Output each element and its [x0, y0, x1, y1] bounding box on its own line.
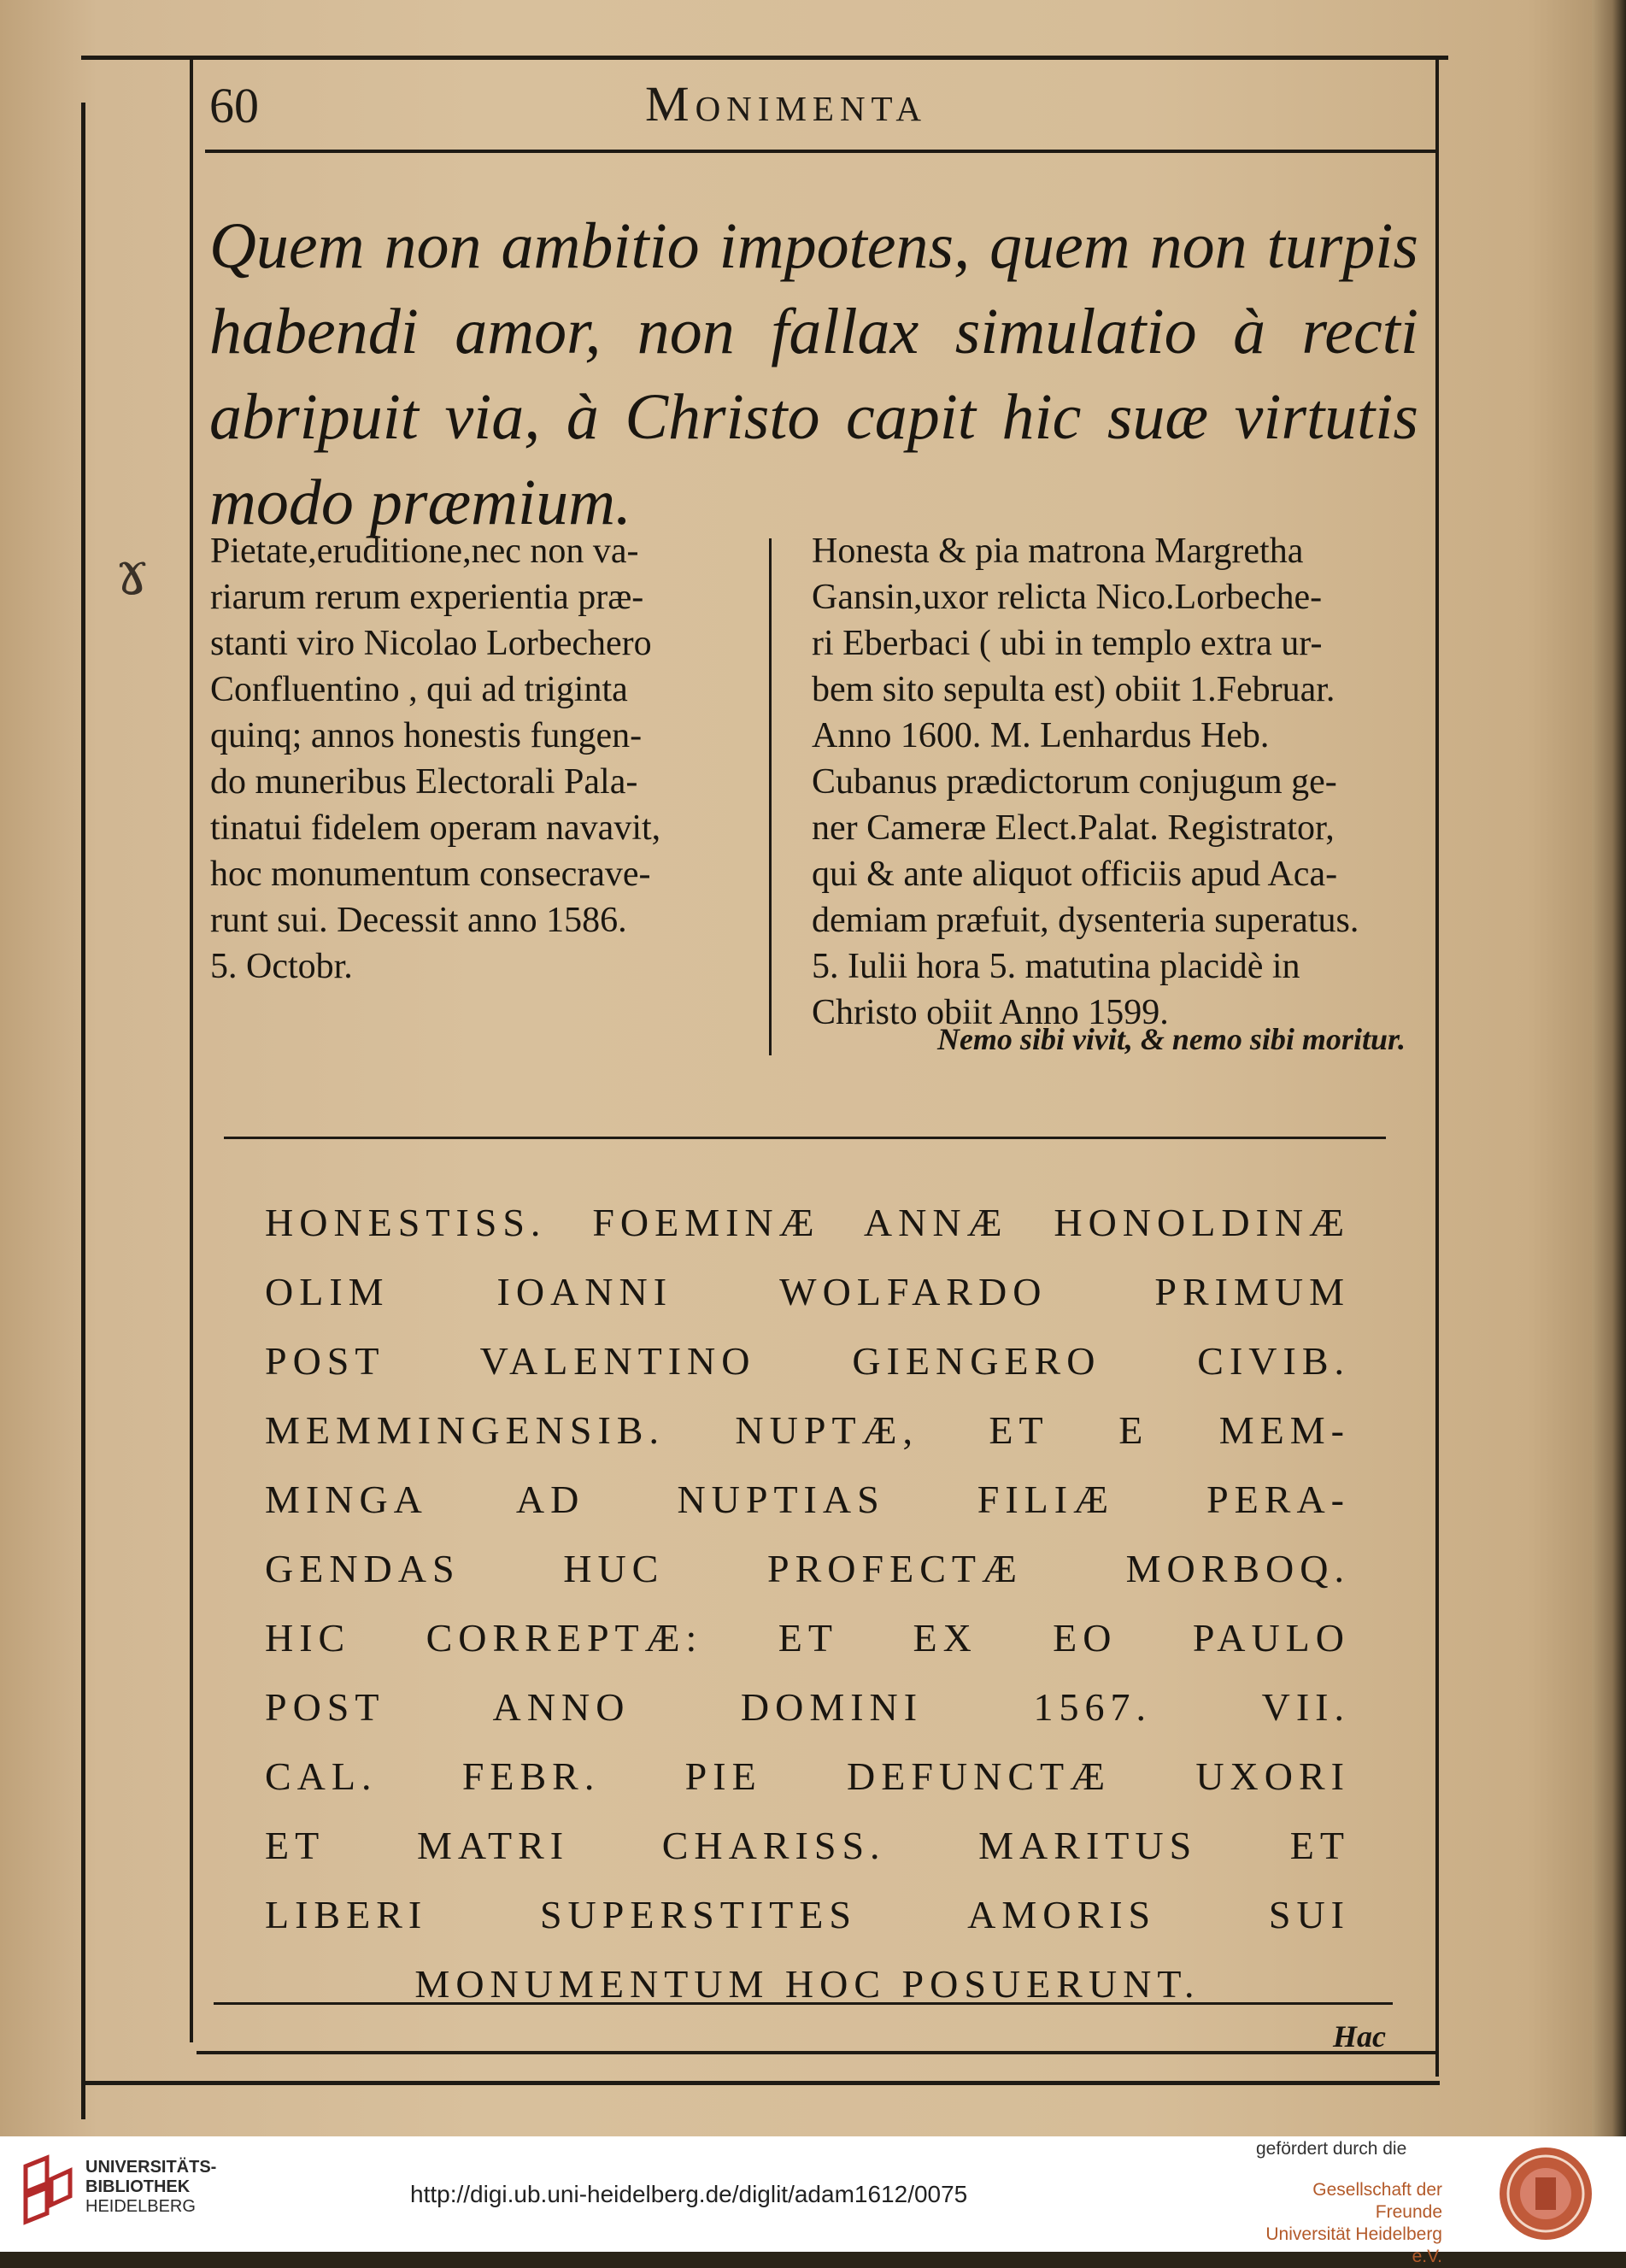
left-frame-rule-outer: [81, 103, 85, 2119]
library-line: UNIVERSITÄTS-: [85, 2158, 217, 2177]
left-line: Confluentino , qui ad triginta: [210, 670, 628, 709]
right-line: ri Eberbaci ( ubi in templo extra ur-: [812, 624, 1323, 663]
right-column-epitaph: [812, 528, 1410, 1036]
right-line: Christo obiit Anno 1599.: [812, 993, 1169, 1032]
right-line: 5. Iulii hora 5. matutina placidè in: [812, 947, 1300, 986]
column-divider: [769, 538, 772, 1055]
permalink-url[interactable]: http://digi.ub.uni-heidelberg.de/diglit/adam1612/0075: [410, 2181, 968, 2207]
motto: Nemo sibi vivit, & nemo sibi moritur.: [936, 1022, 1406, 1056]
epitaph-line: ET MATRI CHARISS. MARITUS ET: [265, 1824, 1350, 1867]
library-line: BIBLIOTHEK: [85, 2177, 191, 2196]
epitaph-line: POST ANNO DOMINI 1567. VII.: [265, 1685, 1350, 1729]
right-line: Gansin,uxor relicta Nico.Lorbeche-: [812, 578, 1323, 617]
left-line: hoc monumentum consecrave-: [210, 855, 651, 894]
sponsor-label: gefördert durch die: [1256, 2139, 1407, 2159]
library-name[interactable]: [85, 2158, 216, 2217]
left-line: Pietate,eruditione,nec non va-: [210, 532, 639, 571]
catchword: Hac: [1333, 2019, 1386, 2054]
left-line: 5. Octobr.: [210, 947, 353, 986]
epitaph-line: MINGA AD NUPTIAS FILIÆ PERA-: [265, 1478, 1350, 1521]
right-line: qui & ante aliquot officiis apud Aca-: [812, 855, 1338, 894]
society-line: Gesellschaft der Freunde: [1312, 2180, 1442, 2222]
epitaph-line: HIC CORREPTÆ: ET EX EO PAULO: [265, 1616, 1350, 1660]
epitaph-line: LIBERI SUPERSTITES AMORIS SUI: [265, 1893, 1350, 1936]
left-line: stanti viro Nicolao Lorbechero: [210, 624, 652, 663]
right-line: ner Cameræ Elect.Palat. Registrator,: [812, 808, 1335, 848]
epitaph-line: HONESTISS. FOEMINÆ ANNÆ HONOLDINÆ: [265, 1201, 1350, 1244]
header-rule: [205, 150, 1435, 153]
bottom-rule-2: [197, 2051, 1435, 2054]
left-frame-rule-inner: [190, 60, 193, 2042]
society-seal-icon[interactable]: [1497, 2145, 1595, 2243]
left-column-epitaph: [210, 528, 731, 990]
right-line: Honesta & pia matrona Margretha: [812, 532, 1304, 571]
margin-mark: ɤ: [115, 538, 150, 608]
library-line: HEIDELBERG: [85, 2197, 196, 2216]
library-logo-icon[interactable]: [17, 2153, 77, 2230]
page-edge: [1592, 0, 1626, 2136]
right-line: Anno 1600. M. Lenhardus Heb.: [812, 716, 1270, 755]
epitaph-line: MEMMINGENSIB. NUPTÆ, ET E MEM-: [265, 1408, 1350, 1452]
epitaph-line: POST VALENTINO GIENGERO CIVIB.: [265, 1339, 1350, 1383]
left-line: riarum rerum experientia præ-: [210, 578, 644, 617]
left-line: tinatui fidelem operam navavit,: [210, 808, 661, 848]
right-line: Cubanus prædictorum conjugum ge-: [812, 762, 1337, 802]
epitaph-line: CAL. FEBR. PIE DEFUNCTÆ UXORI: [265, 1754, 1350, 1798]
society-name[interactable]: [1263, 2179, 1442, 2268]
section-rule: [224, 1137, 1386, 1139]
top-frame-rule: [81, 56, 1448, 60]
bottom-frame-rule: [81, 2081, 1440, 2085]
right-frame-rule: [1435, 60, 1439, 2077]
right-line: bem sito sepulta est) obiit 1.Februar.: [812, 670, 1335, 709]
right-line: demiam præfuit, dysenteria superatus.: [812, 901, 1359, 940]
running-title: Monimenta: [645, 76, 927, 132]
capital-epitaph: [265, 1188, 1350, 2018]
epitaph-line: GENDAS HUC PROFECTÆ MORBOQ.: [265, 1547, 1350, 1590]
epitaph-line: OLIM IOANNI WOLFARDO PRIMUM: [265, 1270, 1350, 1313]
page-number: 60: [209, 78, 259, 133]
epitaph-line: MONUMENTUM HOC POSUERUNT.: [414, 1962, 1200, 2006]
left-line: do muneribus Electorali Pala-: [210, 762, 638, 802]
society-line: Universität Heidelberg e.V.: [1265, 2224, 1442, 2266]
intro-verse: Quem non ambitio impotens, quem non turpis habendi amor, non fallax simulatio à recti abripuit via, à Christo capit hic suæ virtutis modo præmium.: [209, 210, 1418, 538]
left-line: quinq; annos honestis fungen-: [210, 716, 643, 755]
left-line: runt sui. Decessit anno 1586.: [210, 901, 627, 940]
